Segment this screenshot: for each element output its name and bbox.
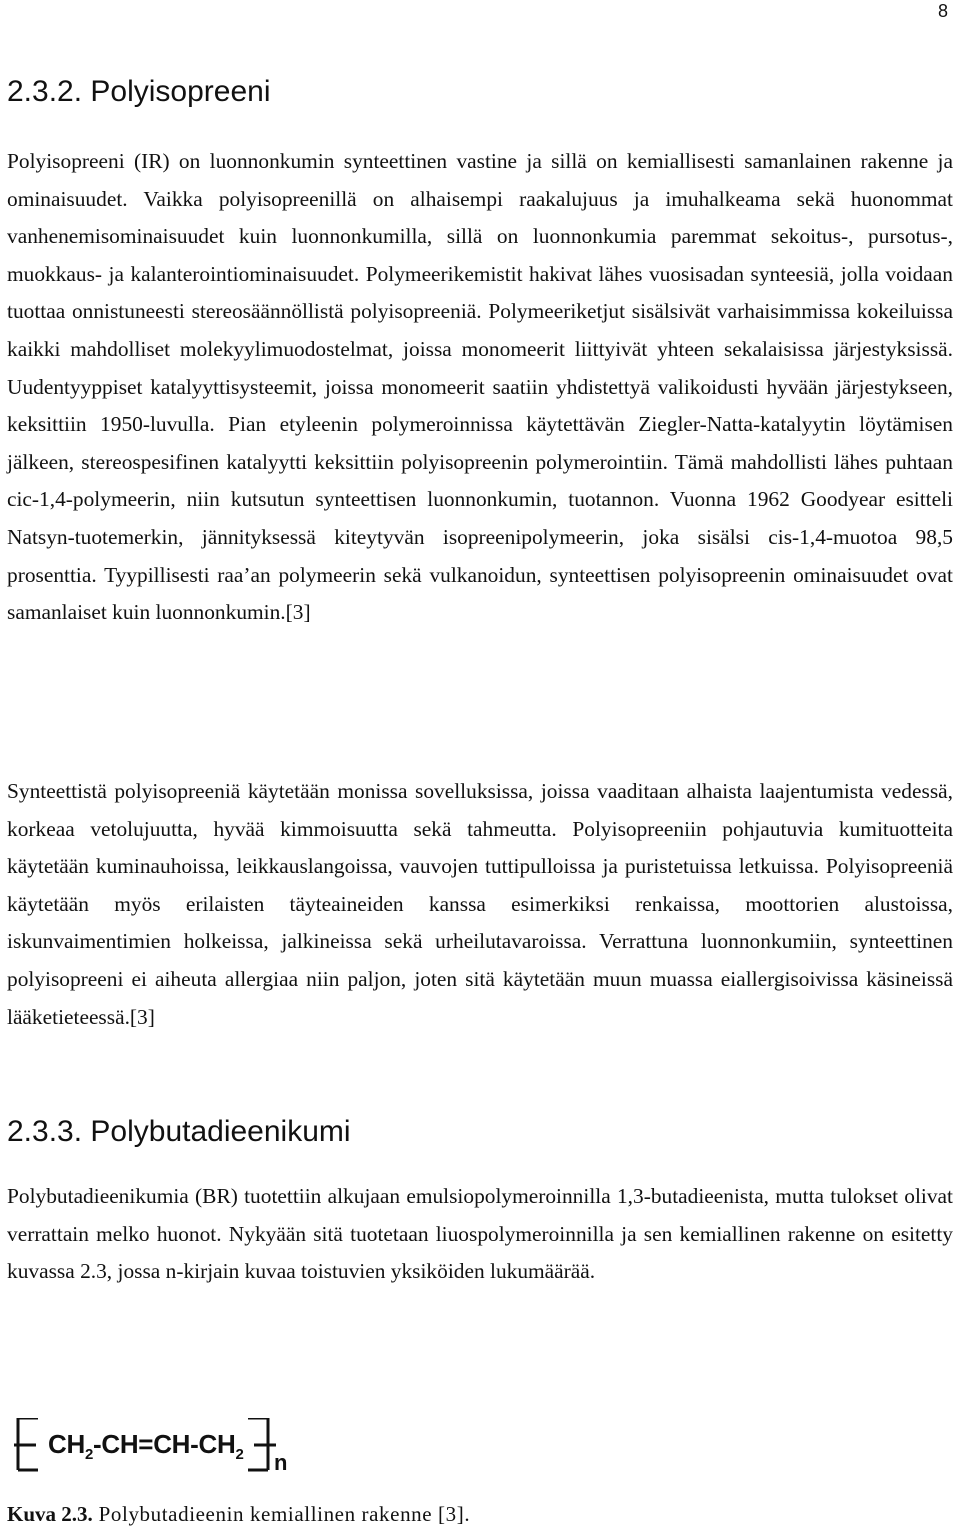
section-heading-polyisopreeni: 2.3.2. Polyisopreeni	[7, 75, 271, 108]
page-number: 8	[937, 1, 948, 21]
section-heading-polybutadieenikumi: 2.3.3. Polybutadieenikumi	[7, 1115, 351, 1148]
paragraph-polyisopreeni-intro: Polyisopreeni (IR) on luonnonkumin synteettinen vastine ja sillä on kemiallisesti samanlainen rakenne ja ominaisuudet. Vaikka polyisopreenillä on alhaisempi raakalujuus ja imuhalkeama sekä huonommat vanhenemisominaisuudet kuin luonnonkumilla, sillä on luonnonkumia paremmat sekoitus-, pursotus-, muokkaus- ja kalanterointiominaisuudet. Polymeerikemistit hakivat lähes vuosisadan synteesiä, jolla voidaan tuottaa onnistuneesti stereosäännöllistä polyisopreeniä. Polymeeriketjut sisälsivät varhaisimmissa kokeiluissa kaikki mahdolliset molekyylimuodostelmat, joissa monomeerit liittyivät yhteen sekalaisissa järjestyksissä. Uudentyyppiset katalyyttisysteemit, joissa monomeerit saatiin yhdistettyä valikoidusti hyvään järjestykseen, keksittiin 1950-luvulla. Pian etyleenin polymeroinnissa käytettävän Ziegler-Natta-katalyytin löytämisen jälkeen, stereospesifinen katalyytti keksittiin polyisopreenin polymerointiin. Tämä mahdollisti lähes puhtaan cic-1,4-polymeerin, niin kutsutun synteettisen luonnonkumin, tuotannon. Vuonna 1962 Goodyear esitteli Natsyn-tuotemerkin, jännityksessä kiteytyvän isopreenipolymeerin, joka sisälsi cis-1,4-muotoa 98,5 prosenttia. Tyypillisesti raa’an polymeerin sekä vulkanoidun, synteettisen polyisopreenin ominaisuudet ovat samanlaiset kuin luonnonkumin.[3]	[7, 149, 953, 625]
figure-caption-label: Kuva 2.3.	[7, 1502, 93, 1526]
repeat-count-n: n	[274, 1450, 288, 1475]
paragraph-polyisopreeni-uses: Synteettistä polyisopreeniä käytetään monissa sovelluksissa, joissa vaaditaan alhaista laajentumista vedessä, korkeaa vetolujuutta, hyvää kimmoisuutta sekä tahmeutta. Polyisopreeniin pohjautuvia kumituotteita käytetään kuminauhoissa, leikkauslangoissa, vauvojen tuttipulloissa ja puristetuissa letkuissa. Polyisopreeniä käytetään myös erilaisten täyteaineiden kanssa esimerkiksi renkaissa, moottorien alustoissa, iskunvaimentimien holkeissa, jalkineissa sekä urheilutavaroissa. Verrattuna luonnonkumiin, synteettinen polyisopreeni ei aiheuta allergiaa niin paljon, joten sitä käytetään muun muassa eiallergisoivissa käsineissä lääketieteessä.[3]	[7, 779, 953, 1029]
chemical-formula: $CH_2-CH=CH-CH_2$	[48, 1429, 244, 1463]
figure-caption-text: Polybutadieenin kemiallinen rakenne [3].	[98, 1502, 471, 1526]
chemical-structure-figure	[14, 1418, 286, 1480]
paragraph-polybutadieenikumi-intro: Polybutadieenikumia (BR) tuotettiin alkujaan emulsiopolymeroinnilla 1,3-butadieenista, mutta tulokset olivat verrattain melko huonot. Nykyään sitä tuotetaan liuospolymeroinnilla ja sen kemiallinen rakenne on esitetty kuvassa 2.3, jossa n-kirjain kuvaa toistuvien yksiköiden lukumäärää.	[7, 1184, 953, 1284]
figure-caption	[7, 1500, 470, 1528]
